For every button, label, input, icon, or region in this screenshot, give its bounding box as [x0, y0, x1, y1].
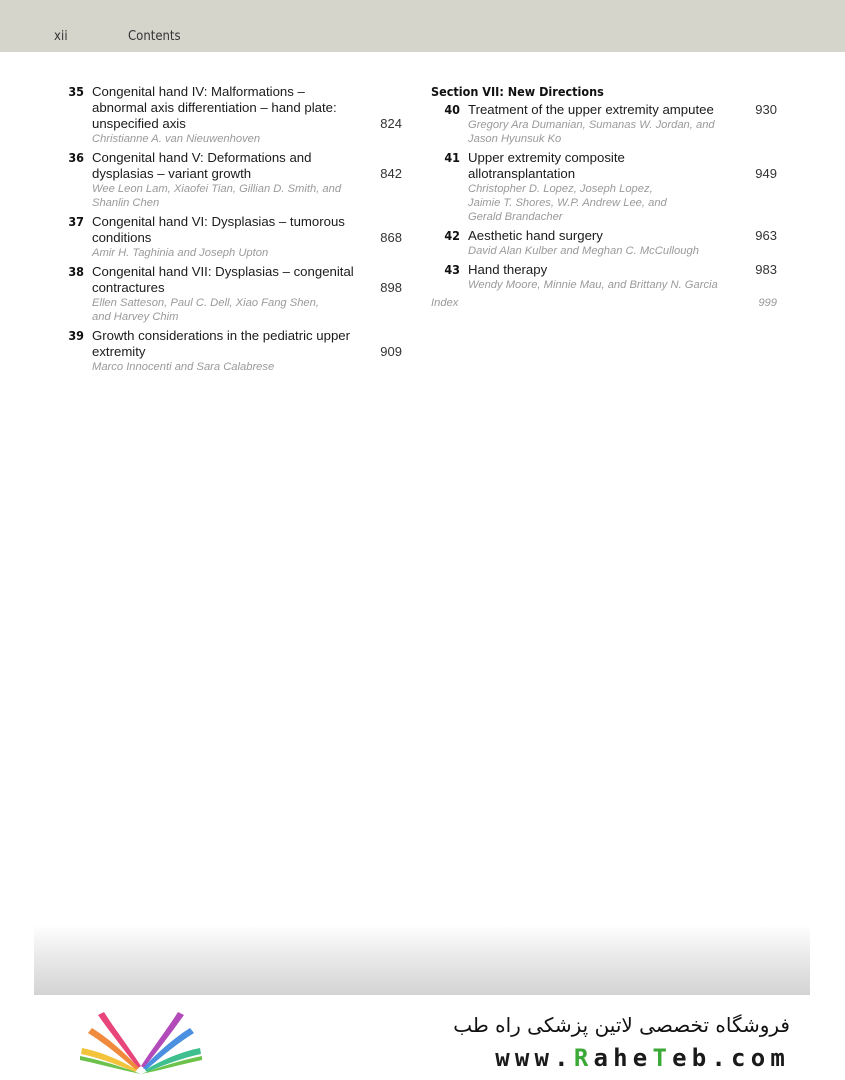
- chapter-page-number: 868: [380, 230, 402, 245]
- chapter-body: [468, 228, 737, 258]
- chapter-page-number: 842: [380, 166, 402, 181]
- chapter-number: 42: [444, 228, 460, 243]
- chapter-body: [92, 150, 362, 210]
- chapter-title-line: Congenital hand VII: Dysplasias – congenital: [92, 264, 354, 279]
- chapter-body: [468, 150, 737, 224]
- chapter-page-number: 949: [755, 166, 777, 181]
- chapter-number: 40: [444, 102, 460, 117]
- url-part: ahe: [593, 1044, 653, 1072]
- chapter-title-line: conditions: [92, 230, 152, 245]
- url-part: eb.com: [672, 1044, 790, 1072]
- toc-entry[interactable]: [431, 262, 781, 292]
- toc-left-column: [62, 84, 406, 378]
- toc-entry[interactable]: [62, 328, 406, 374]
- chapter-body: [92, 264, 362, 324]
- chapter-page-number: 930: [755, 102, 777, 117]
- open-book-logo-icon: [78, 1008, 204, 1074]
- toc-entry[interactable]: [431, 228, 781, 258]
- chapter-title-line: dysplasias – variant growth: [92, 166, 252, 181]
- index-page-number: 999: [758, 297, 777, 309]
- chapter-title-line: Growth considerations in the pediatric upper: [92, 328, 351, 343]
- chapter-page-number: 909: [380, 344, 402, 359]
- index-label: Index: [431, 297, 459, 309]
- header-bar: [0, 0, 845, 52]
- chapter-authors-line: Christianne A. van Nieuwenhoven: [92, 133, 261, 145]
- toc-entry-list: [431, 102, 781, 292]
- toc-entry[interactable]: [431, 150, 781, 224]
- chapter-title-line: Aesthetic hand surgery: [468, 228, 603, 243]
- chapter-authors-line: and Harvey Chim: [92, 311, 179, 323]
- chapter-title-line: contractures: [92, 280, 165, 295]
- toc-entry[interactable]: [62, 214, 406, 260]
- chapter-title-line: Congenital hand VI: Dysplasias – tumorous: [92, 214, 345, 229]
- chapter-number: 43: [444, 262, 460, 277]
- chapter-body: [92, 328, 362, 374]
- toc-entry[interactable]: [62, 84, 406, 146]
- chapter-body: [92, 84, 362, 146]
- url-part: www.: [495, 1044, 574, 1072]
- chapter-authors-line: Jaimie T. Shores, W.P. Andrew Lee, and: [468, 197, 667, 209]
- chapter-title-line: Congenital hand V: Deformations and: [92, 150, 312, 165]
- promo-text: فروشگاه تخصصی لاتین پزشکی راه طب: [453, 1013, 790, 1037]
- url-part-highlight: T: [652, 1044, 673, 1072]
- chapter-authors-line: David Alan Kulber and Meghan C. McCullough: [468, 245, 699, 257]
- promo-url[interactable]: [495, 1044, 790, 1072]
- toc-entry[interactable]: [431, 102, 781, 146]
- chapter-body: [468, 262, 737, 292]
- chapter-authors-line: Marco Innocenti and Sara Calabrese: [92, 361, 275, 373]
- chapter-number: 35: [68, 84, 84, 99]
- chapter-number: 41: [444, 150, 460, 165]
- chapter-authors-line: Ellen Satteson, Paul C. Dell, Xiao Fang Shen,: [92, 297, 319, 309]
- footer-gradient-band: [34, 925, 810, 995]
- chapter-authors-line: Wendy Moore, Minnie Mau, and Brittany N. Garcia: [468, 279, 718, 291]
- chapter-body: [468, 102, 737, 146]
- chapter-title-line: Treatment of the upper extremity amputee: [468, 102, 714, 117]
- chapter-authors-line: Jason Hyunsuk Ko: [468, 133, 562, 145]
- chapter-number: 39: [68, 328, 84, 343]
- toc-index-row[interactable]: [431, 296, 781, 312]
- chapter-body: [92, 214, 362, 260]
- toc-right-column: [431, 84, 781, 312]
- chapter-page-number: 898: [380, 280, 402, 295]
- chapter-title-line: Congenital hand IV: Malformations –: [92, 84, 305, 99]
- chapter-authors-line: Amir H. Taghinia and Joseph Upton: [92, 247, 269, 259]
- chapter-number: 37: [68, 214, 84, 229]
- chapter-page-number: 963: [755, 228, 777, 243]
- page-folio: xii: [54, 29, 68, 44]
- chapter-authors-line: Gerald Brandacher: [468, 211, 563, 223]
- chapter-page-number: 824: [380, 116, 402, 131]
- url-part-highlight: R: [573, 1044, 594, 1072]
- chapter-number: 38: [68, 264, 84, 279]
- chapter-title-line: allotransplantation: [468, 166, 576, 181]
- chapter-title-line: Upper extremity composite: [468, 150, 625, 165]
- chapter-title-line: Hand therapy: [468, 262, 548, 277]
- chapter-title-line: unspecified axis: [92, 116, 186, 131]
- chapter-authors-line: Gregory Ara Dumanian, Sumanas W. Jordan, and: [468, 119, 715, 131]
- toc-entry[interactable]: [62, 150, 406, 210]
- section-heading: Section VII: New Directions: [431, 84, 604, 99]
- chapter-authors-line: Shanlin Chen: [92, 197, 160, 209]
- toc-entry[interactable]: [62, 264, 406, 324]
- chapter-authors-line: Christopher D. Lopez, Joseph Lopez,: [468, 183, 653, 195]
- chapter-title-line: abnormal axis differentiation – hand plate:: [92, 100, 337, 115]
- chapter-authors-line: Wee Leon Lam, Xiaofei Tian, Gillian D. Smith, and: [92, 183, 342, 195]
- running-title: Contents: [128, 29, 181, 44]
- chapter-title-line: extremity: [92, 344, 146, 359]
- chapter-number: 36: [68, 150, 84, 165]
- chapter-page-number: 983: [755, 262, 777, 277]
